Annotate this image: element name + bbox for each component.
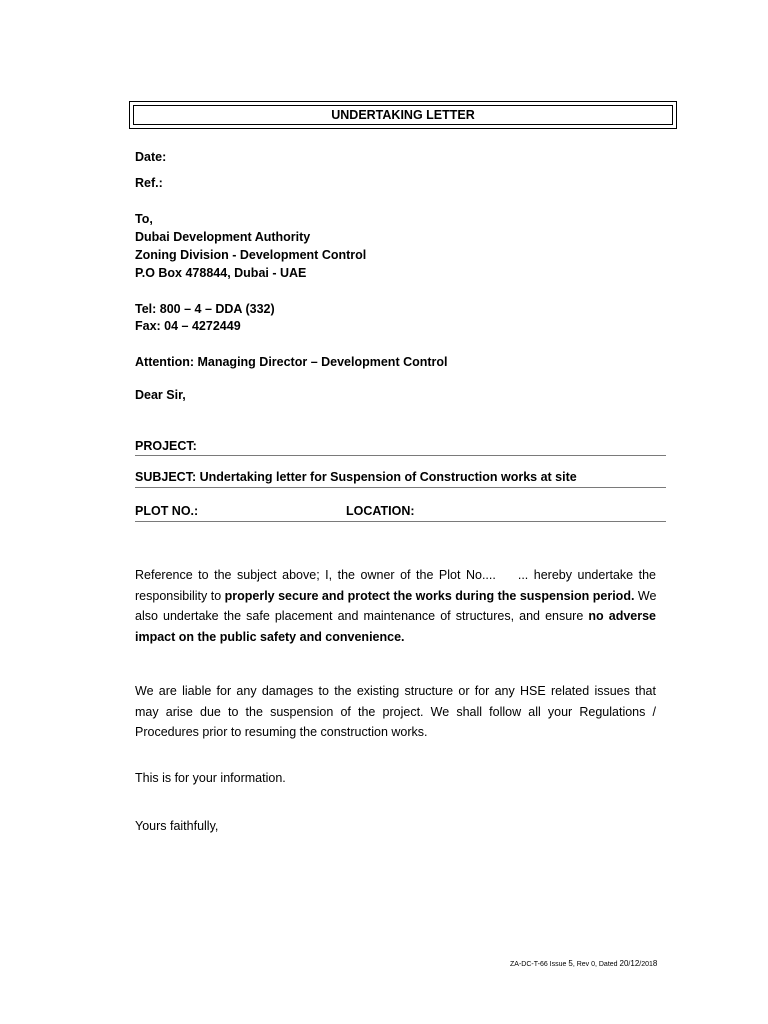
document-footer (510, 959, 657, 968)
secure-works-text: properly secure and protect the works during the suspension period. (224, 588, 635, 603)
we-text: We (634, 588, 657, 603)
paragraph-line (135, 606, 656, 627)
recipient-division: Zoning Division - Development Control (135, 248, 367, 262)
footer-date-day: 20 (619, 959, 629, 968)
subject-divider (135, 487, 666, 488)
recipient-tel: Tel: 800 – 4 – DDA (332) (135, 302, 275, 316)
recipient-fax: Fax: 04 – 4272449 (135, 319, 241, 333)
attention-line: Attention: Managing Director – Development Control (135, 355, 448, 369)
recipient-org: Dubai Development Authority (135, 230, 311, 244)
footer-date-year-end: 8 (652, 959, 658, 968)
project-label: PROJECT: (135, 439, 197, 453)
liability-paragraph (135, 681, 656, 743)
footer-date-month: 12 (630, 959, 640, 968)
ref-label: Ref.: (135, 176, 163, 190)
paragraph-line: We are liable for any damages to the existing structure or for any HSE related issues that (135, 684, 656, 698)
title-frame (129, 101, 677, 129)
undertaking-paragraph (135, 565, 656, 647)
document-title: UNDERTAKING LETTER (133, 105, 673, 125)
paragraph-line: may arise due to the suspension of the project. We shall follow all your Regulations / (135, 704, 656, 719)
paragraph-line (135, 565, 656, 586)
plot-label: PLOT NO.: (135, 504, 199, 518)
greeting: Dear Sir, (135, 388, 186, 402)
subject-line: SUBJECT: Undertaking letter for Suspension of Construction works at site (135, 470, 577, 484)
location-label: LOCATION: (346, 504, 415, 518)
recipient-address: P.O Box 478844, Dubai - UAE (135, 266, 307, 280)
footer-date-sep: / (628, 961, 631, 968)
responsibility-text: responsibility to (135, 588, 225, 603)
paragraph-line (135, 586, 656, 607)
footer-issue: 5 (568, 959, 573, 968)
date-label: Date: (135, 150, 167, 164)
footer-rev: , Rev 0, Dated (572, 961, 620, 968)
closing-line: Yours faithfully, (135, 819, 219, 833)
plot-reference-text: Reference to the subject above; I, the owner of the Plot No.... (135, 568, 496, 582)
undertake-text: ... hereby undertake the (517, 568, 656, 582)
footer-doc-code: ZA-DC-T-66 Issue (510, 961, 569, 968)
no-adverse-text: no adverse (588, 609, 657, 623)
to-line: To, (135, 212, 153, 226)
plot-location-row (135, 503, 435, 519)
placement-text: also undertake the safe placement and maintenance of structures, and ensure (135, 609, 589, 623)
paragraph-line: Procedures prior to resuming the construction works. (135, 725, 428, 739)
plot-divider (135, 521, 666, 522)
footer-date-year: /201 (639, 961, 653, 968)
paragraph-line: impact on the public safety and convenience. (135, 629, 405, 644)
project-divider (135, 455, 666, 456)
info-line: This is for your information. (135, 771, 286, 785)
